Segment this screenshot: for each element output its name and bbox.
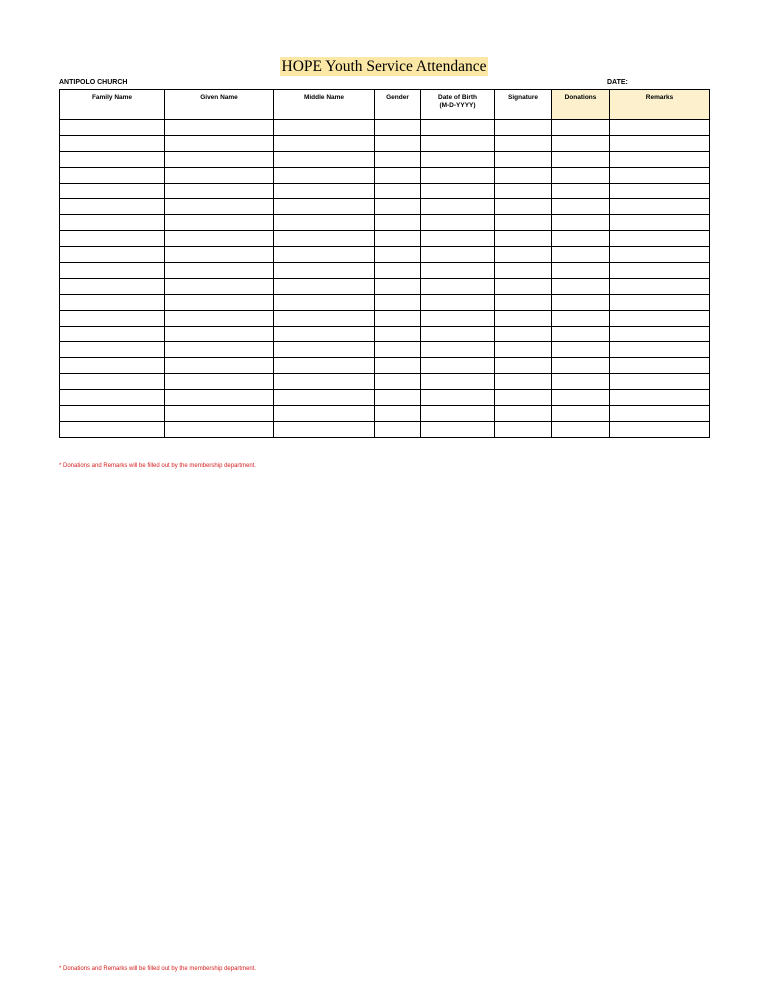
cell-dob[interactable] [421,231,495,247]
col-header-given-name: Given Name [165,90,274,120]
cell-given[interactable] [165,183,274,199]
cell-dob[interactable] [421,374,495,390]
table-row [60,390,710,406]
cell-donations[interactable] [552,167,610,183]
cell-signature[interactable] [495,421,552,437]
cell-gender[interactable] [375,374,421,390]
cell-donations[interactable] [552,247,610,263]
cell-family[interactable] [60,120,165,136]
cell-remarks[interactable] [610,215,710,231]
cell-dob[interactable] [421,421,495,437]
cell-donations[interactable] [552,358,610,374]
cell-middle[interactable] [274,421,375,437]
cell-signature[interactable] [495,390,552,406]
cell-donations[interactable] [552,151,610,167]
cell-signature[interactable] [495,342,552,358]
cell-signature[interactable] [495,294,552,310]
cell-given[interactable] [165,215,274,231]
cell-family[interactable] [60,231,165,247]
cell-dob[interactable] [421,199,495,215]
cell-dob[interactable] [421,135,495,151]
cell-signature[interactable] [495,374,552,390]
table-row [60,310,710,326]
cell-family[interactable] [60,374,165,390]
cell-given[interactable] [165,199,274,215]
table-row [60,406,710,422]
cell-remarks[interactable] [610,374,710,390]
cell-remarks[interactable] [610,247,710,263]
cell-signature[interactable] [495,406,552,422]
cell-family[interactable] [60,167,165,183]
table-row [60,199,710,215]
cell-gender[interactable] [375,215,421,231]
cell-signature[interactable] [495,247,552,263]
cell-donations[interactable] [552,374,610,390]
cell-middle[interactable] [274,183,375,199]
cell-gender[interactable] [375,294,421,310]
col-header-donations: Donations [552,90,610,120]
cell-gender[interactable] [375,310,421,326]
cell-donations[interactable] [552,183,610,199]
header-row [60,90,710,120]
cell-middle[interactable] [274,215,375,231]
cell-dob[interactable] [421,294,495,310]
cell-middle[interactable] [274,278,375,294]
cell-remarks[interactable] [610,406,710,422]
cell-given[interactable] [165,374,274,390]
cell-middle[interactable] [274,374,375,390]
cell-donations[interactable] [552,342,610,358]
cell-gender[interactable] [375,390,421,406]
cell-donations[interactable] [552,390,610,406]
cell-family[interactable] [60,278,165,294]
cell-donations[interactable] [552,294,610,310]
cell-given[interactable] [165,390,274,406]
col-header-gender: Gender [375,90,421,120]
cell-remarks[interactable] [610,183,710,199]
cell-signature[interactable] [495,278,552,294]
cell-family[interactable] [60,342,165,358]
cell-remarks[interactable] [610,278,710,294]
table-row [60,215,710,231]
cell-middle[interactable] [274,151,375,167]
table-row [60,278,710,294]
table-row [60,247,710,263]
cell-donations[interactable] [552,231,610,247]
attendance-table [59,89,710,438]
cell-donations[interactable] [552,278,610,294]
table-row [60,342,710,358]
cell-remarks[interactable] [610,263,710,279]
cell-middle[interactable] [274,135,375,151]
cell-family[interactable] [60,247,165,263]
table-row [60,358,710,374]
cell-signature[interactable] [495,120,552,136]
cell-middle[interactable] [274,199,375,215]
cell-given[interactable] [165,231,274,247]
cell-dob[interactable] [421,342,495,358]
cell-signature[interactable] [495,183,552,199]
cell-signature[interactable] [495,215,552,231]
cell-signature[interactable] [495,358,552,374]
table-body [60,120,710,438]
cell-donations[interactable] [552,263,610,279]
cell-family[interactable] [60,215,165,231]
cell-gender[interactable] [375,167,421,183]
cell-remarks[interactable] [610,120,710,136]
cell-gender[interactable] [375,326,421,342]
cell-dob[interactable] [421,263,495,279]
cell-given[interactable] [165,406,274,422]
cell-remarks[interactable] [610,135,710,151]
cell-remarks[interactable] [610,421,710,437]
cell-family[interactable] [60,326,165,342]
cell-dob[interactable] [421,183,495,199]
table-row [60,263,710,279]
cell-signature[interactable] [495,135,552,151]
col-header-middle-name: Middle Name [274,90,375,120]
cell-middle[interactable] [274,358,375,374]
cell-given[interactable] [165,247,274,263]
cell-donations[interactable] [552,120,610,136]
cell-middle[interactable] [274,247,375,263]
footnote-bottom: * Donations and Remarks will be filled out by the membership department. [59,966,257,972]
cell-dob[interactable] [421,310,495,326]
cell-gender[interactable] [375,278,421,294]
cell-gender[interactable] [375,406,421,422]
cell-gender[interactable] [375,247,421,263]
cell-middle[interactable] [274,120,375,136]
cell-given[interactable] [165,167,274,183]
cell-remarks[interactable] [610,151,710,167]
cell-family[interactable] [60,406,165,422]
footnote-top: * Donations and Remarks will be filled out by the membership department. [59,463,257,469]
cell-remarks[interactable] [610,390,710,406]
table-row [60,326,710,342]
cell-family[interactable] [60,199,165,215]
cell-gender[interactable] [375,421,421,437]
col-header-family-name: Family Name [60,90,165,120]
col-header-date-of-birth: Date of Birth (M-D-YYYY) [421,90,495,120]
cell-gender[interactable] [375,199,421,215]
cell-given[interactable] [165,294,274,310]
cell-remarks[interactable] [610,231,710,247]
organization-label: ANTIPOLO CHURCH [59,79,128,86]
cell-dob[interactable] [421,278,495,294]
table-row [60,183,710,199]
cell-signature[interactable] [495,199,552,215]
cell-gender[interactable] [375,120,421,136]
cell-signature[interactable] [495,167,552,183]
cell-donations[interactable] [552,310,610,326]
col-header-remarks: Remarks [610,90,710,120]
cell-gender[interactable] [375,135,421,151]
cell-family[interactable] [60,421,165,437]
cell-middle[interactable] [274,294,375,310]
cell-given[interactable] [165,135,274,151]
table-row [60,120,710,136]
cell-middle[interactable] [274,390,375,406]
cell-dob[interactable] [421,120,495,136]
cell-remarks[interactable] [610,167,710,183]
cell-dob[interactable] [421,151,495,167]
cell-dob[interactable] [421,390,495,406]
cell-dob[interactable] [421,406,495,422]
cell-dob[interactable] [421,247,495,263]
cell-given[interactable] [165,278,274,294]
cell-family[interactable] [60,294,165,310]
cell-gender[interactable] [375,342,421,358]
cell-remarks[interactable] [610,310,710,326]
cell-signature[interactable] [495,263,552,279]
cell-given[interactable] [165,120,274,136]
table-row [60,421,710,437]
cell-signature[interactable] [495,151,552,167]
cell-middle[interactable] [274,167,375,183]
cell-donations[interactable] [552,199,610,215]
cell-remarks[interactable] [610,326,710,342]
cell-family[interactable] [60,358,165,374]
cell-middle[interactable] [274,310,375,326]
cell-family[interactable] [60,183,165,199]
cell-family[interactable] [60,310,165,326]
table-row [60,374,710,390]
cell-donations[interactable] [552,215,610,231]
cell-remarks[interactable] [610,358,710,374]
cell-family[interactable] [60,151,165,167]
table-row [60,294,710,310]
page-title: HOPE Youth Service Attendance [281,58,487,75]
cell-given[interactable] [165,342,274,358]
cell-dob[interactable] [421,167,495,183]
cell-given[interactable] [165,263,274,279]
cell-donations[interactable] [552,406,610,422]
cell-donations[interactable] [552,135,610,151]
cell-remarks[interactable] [610,199,710,215]
cell-middle[interactable] [274,326,375,342]
cell-middle[interactable] [274,263,375,279]
cell-middle[interactable] [274,342,375,358]
cell-gender[interactable] [375,183,421,199]
cell-signature[interactable] [495,326,552,342]
cell-remarks[interactable] [610,342,710,358]
table-row [60,135,710,151]
title-wrapper [0,57,768,76]
cell-middle[interactable] [274,406,375,422]
cell-middle[interactable] [274,231,375,247]
cell-given[interactable] [165,358,274,374]
cell-family[interactable] [60,263,165,279]
cell-given[interactable] [165,421,274,437]
cell-signature[interactable] [495,231,552,247]
cell-dob[interactable] [421,215,495,231]
cell-gender[interactable] [375,263,421,279]
table-row [60,231,710,247]
cell-donations[interactable] [552,326,610,342]
cell-signature[interactable] [495,310,552,326]
cell-family[interactable] [60,135,165,151]
cell-gender[interactable] [375,151,421,167]
cell-given[interactable] [165,326,274,342]
table-row [60,167,710,183]
col-header-signature: Signature [495,90,552,120]
cell-gender[interactable] [375,231,421,247]
cell-dob[interactable] [421,326,495,342]
cell-given[interactable] [165,310,274,326]
cell-given[interactable] [165,151,274,167]
cell-remarks[interactable] [610,294,710,310]
cell-donations[interactable] [552,421,610,437]
cell-gender[interactable] [375,358,421,374]
cell-family[interactable] [60,390,165,406]
date-label: DATE: [607,79,628,86]
cell-dob[interactable] [421,358,495,374]
table-row [60,151,710,167]
